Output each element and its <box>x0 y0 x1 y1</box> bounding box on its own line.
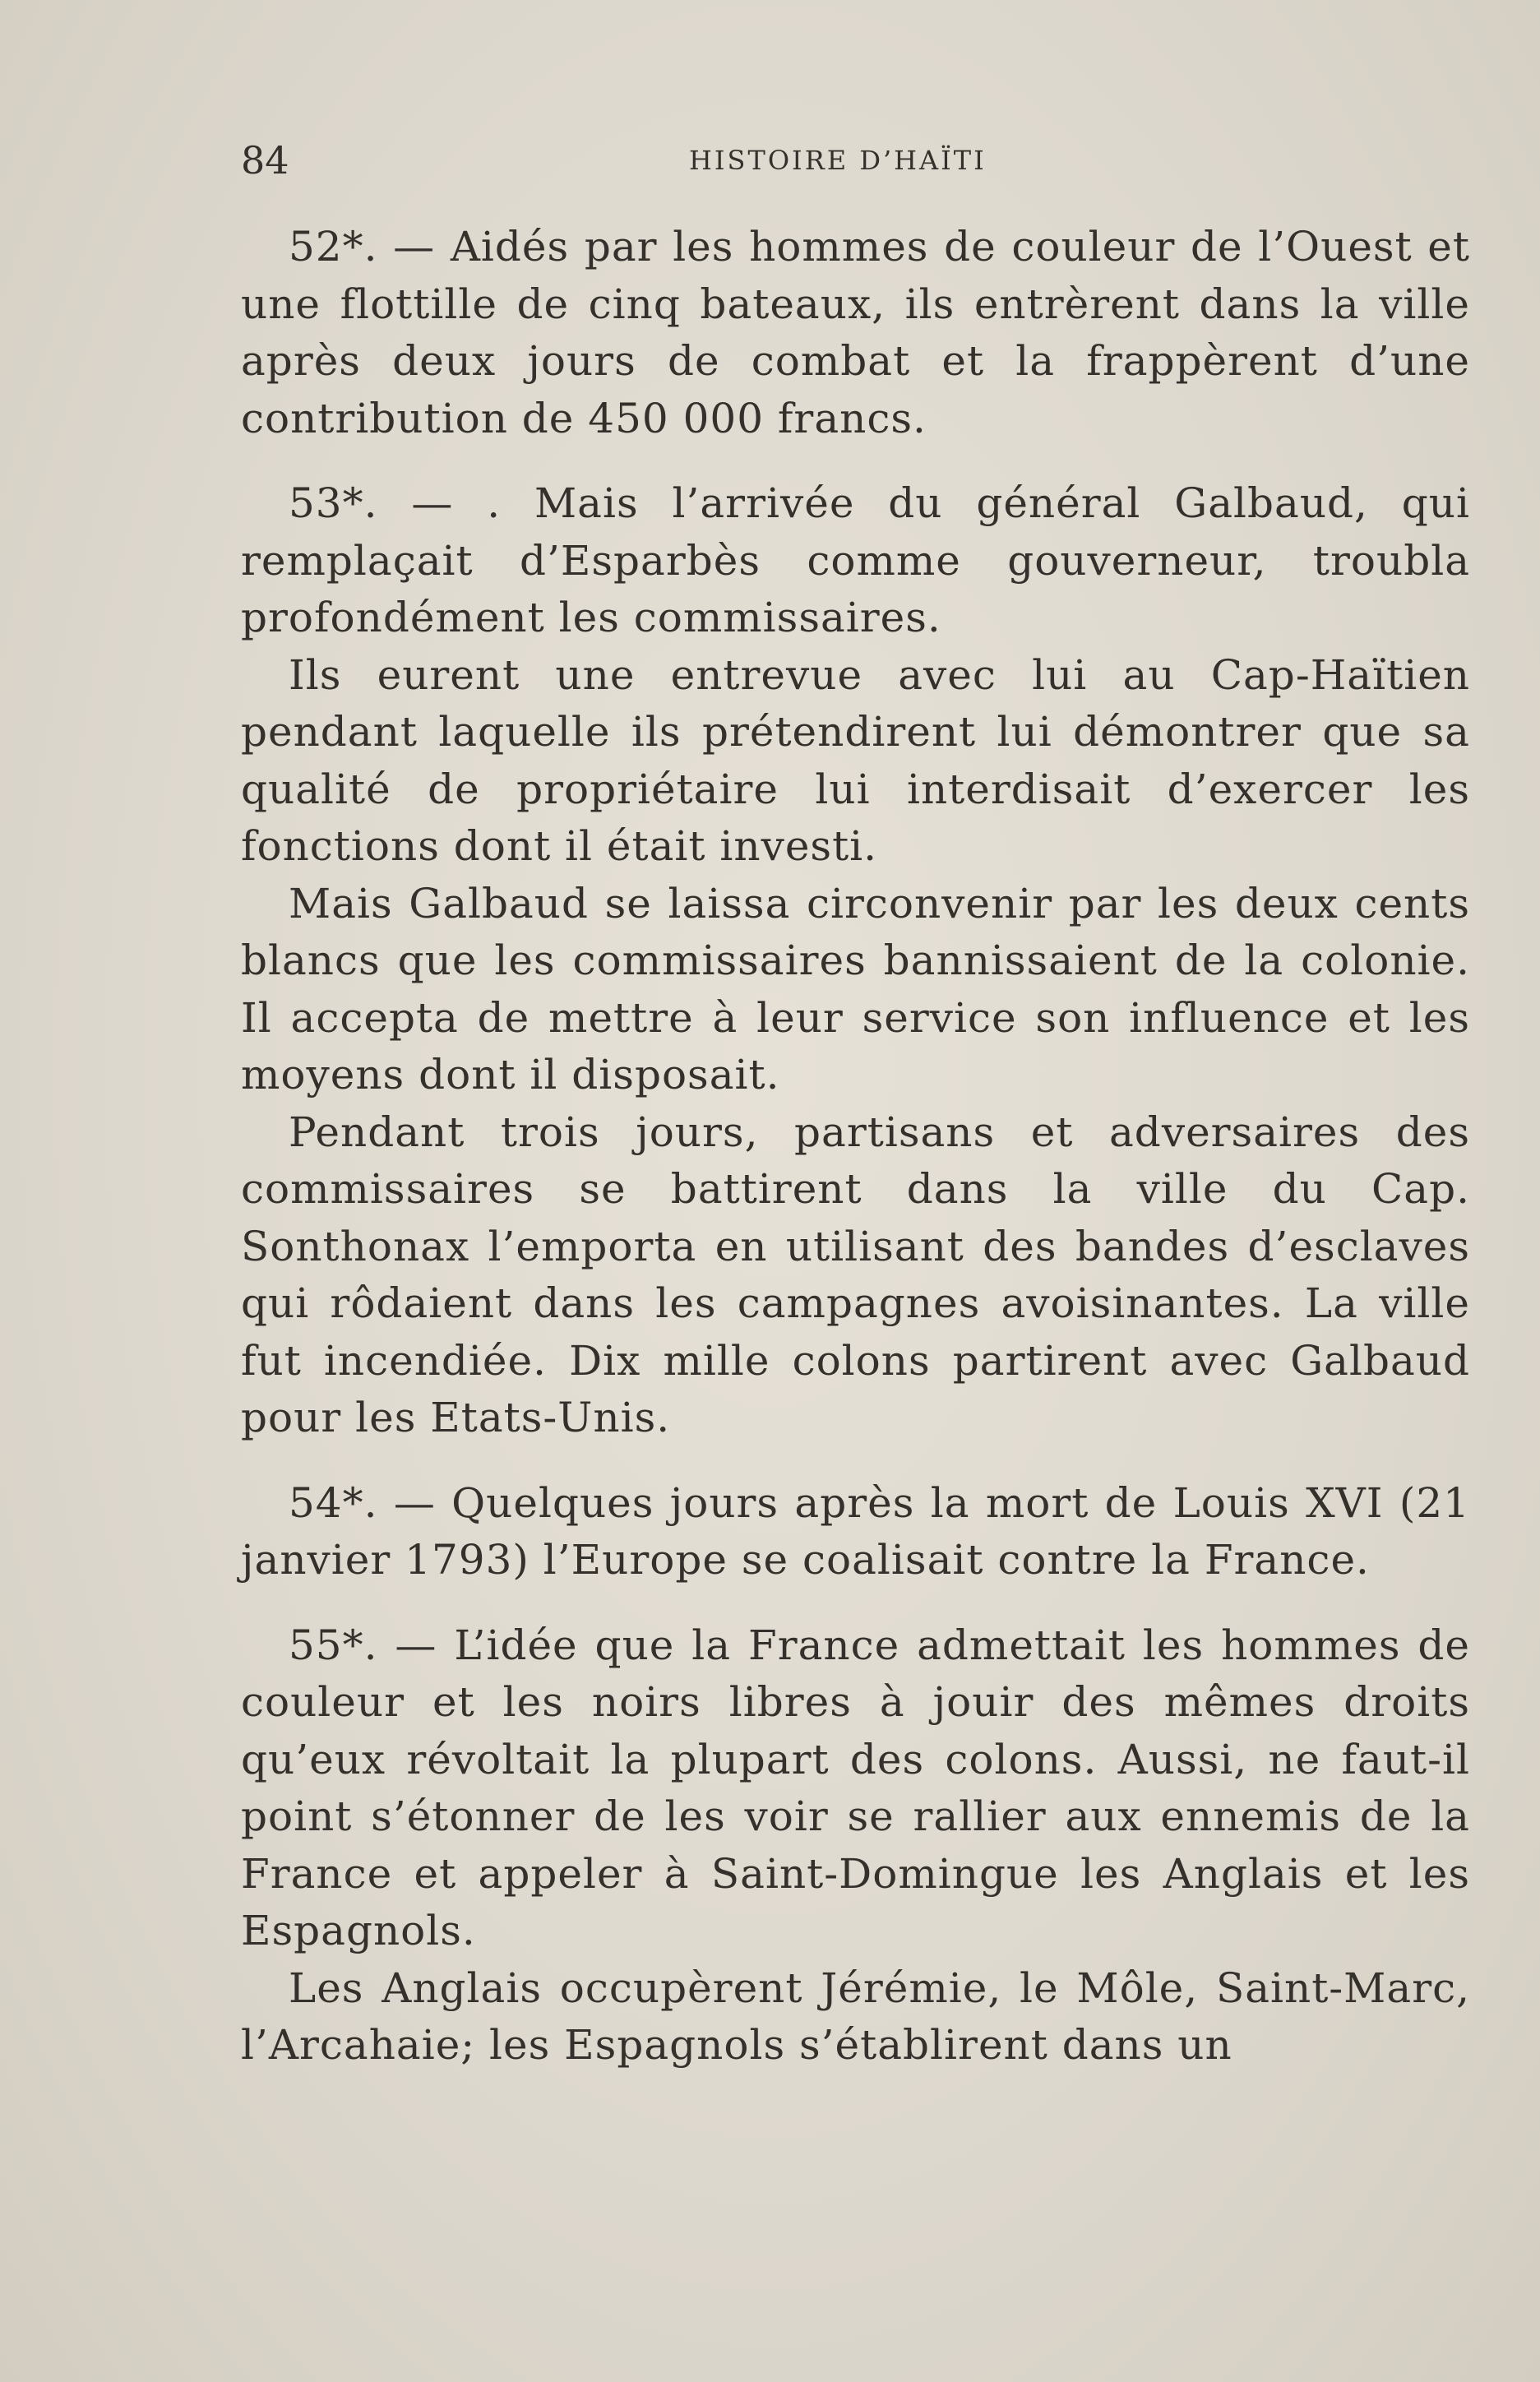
paragraph-53-entrevue: Ils eurent une entrevue avec lui au Cap-Haïtien pendant laquelle ils prétendirent lui démontrer que sa qualité de propriétaire lui interdisait d’exercer les fonctions dont il était investi. <box>241 650 1470 870</box>
page-header <box>241 132 1470 189</box>
page-body <box>241 219 1470 2074</box>
paragraph-52: 52*. — Aidés par les hommes de couleur de l’Ouest et une flottille de cinq bateaux, ils entrèrent dans la ville après deux jours de combat et la frappèrent d’une contribution de 450 000 francs. <box>241 223 1470 442</box>
paragraph-53-galbaud: Mais Galbaud se laissa circonvenir par les deux cents blancs que les commissaires bannissaient de la colonie. Il accepta de mettre à leur service son influence et les moyens dont il disposait. <box>241 879 1470 1098</box>
paragraph-55: 55*. — L’idée que la France admettait les hommes de couleur et les noirs libres à jouir des mêmes droits qu’eux révoltait la plupart des colons. Aussi, ne faut-il point s’étonner de les voir se rallier aux ennemis de la France et appeler à Saint-Domingue les Anglais et les Espagnols. <box>241 1621 1470 1954</box>
paragraph-53: 53*. — . Mais l’arrivée du général Galbaud, qui remplaçait d’Esparbès comme gouverneur, troubla profondément les commissaires. <box>241 479 1470 641</box>
paragraph-54: 54*. — Quelques jours après la mort de Louis XVI (21 janvier 1793) l’Europe se coalisait contre la France. <box>241 1478 1470 1584</box>
paragraph-55-occupation: Les Anglais occupèrent Jérémie, le Môle, Saint-Marc, l’Arcahaie; les Espagnols s’établirent dans un <box>241 1963 1470 2069</box>
running-head: HISTOIRE D’HAÏTI <box>689 145 987 176</box>
paragraph-53-combat: Pendant trois jours, partisans et adversaires des commissaires se battirent dans la ville du Cap. Sonthonax l’emporta en utilisant des bandes d’esclaves qui rôdaient dans les campagnes avoisinantes. La ville fut incendiée. Dix mille colons partirent avec Galbaud pour les Etats-Unis. <box>241 1108 1470 1441</box>
page-number: 84 <box>241 138 289 183</box>
